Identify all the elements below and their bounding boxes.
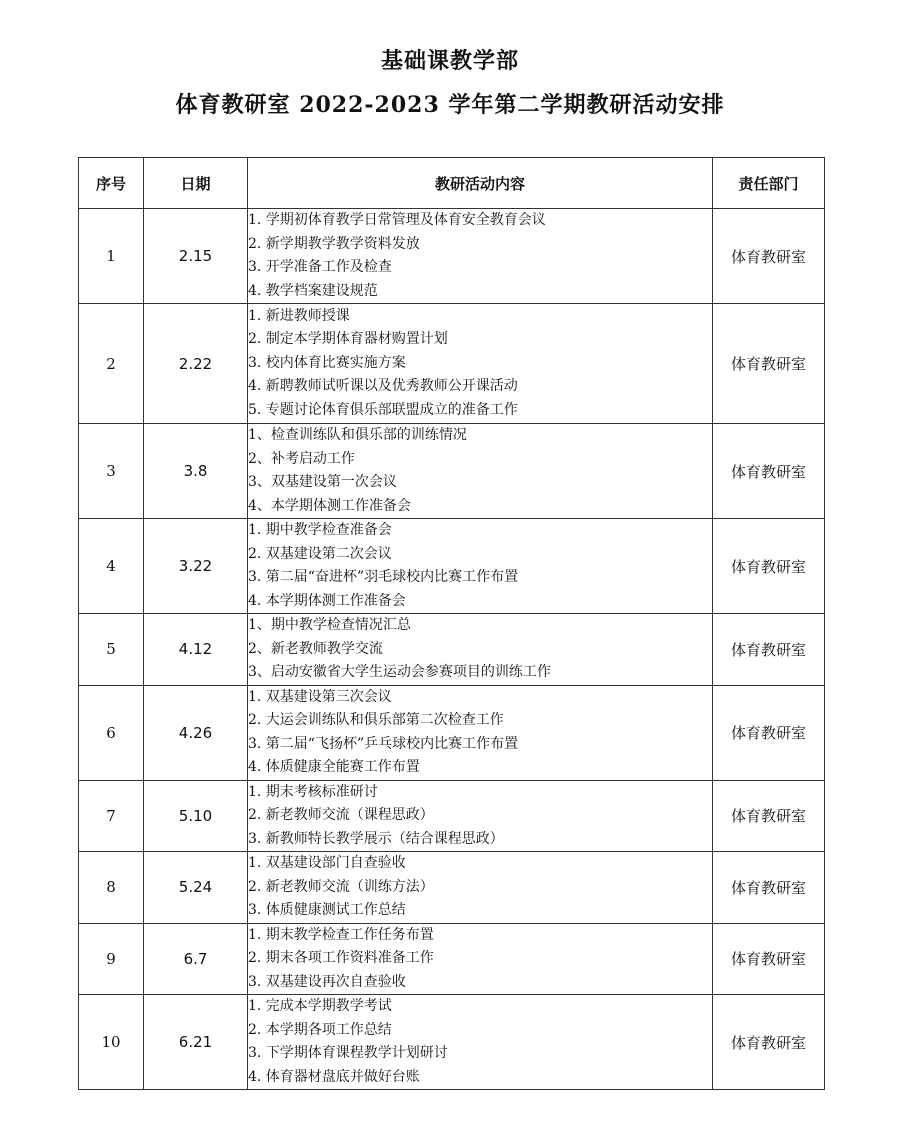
row-number: 7 [79,780,144,852]
row-date: 5.24 [144,852,248,924]
activity-list [248,209,712,303]
activity-list [248,852,712,923]
table-row [79,923,825,995]
row-department: 体育教研室 [713,614,825,686]
row-number: 10 [79,995,144,1090]
activity-item: 3. 校内体育比赛实施方案 [248,354,406,371]
row-department: 体育教研室 [713,852,825,924]
activity-item: 2. 期末各项工作资料准备工作 [248,950,434,966]
activity-list [248,424,712,518]
activity-list [248,519,712,613]
activity-item: 3、双基建设第一次会议 [248,474,397,490]
row-department: 体育教研室 [713,780,825,852]
table-row [79,685,825,780]
row-activities [248,995,713,1090]
activity-item: 2、新老教师教学交流 [248,640,383,657]
activity-list [248,781,712,852]
activity-item: 4. 本学期体测工作准备会 [248,592,406,609]
row-date: 2.22 [144,304,248,424]
row-number: 4 [79,519,144,614]
row-number: 3 [79,424,144,519]
row-date: 4.12 [144,614,248,686]
table-body [79,209,825,1090]
header-date: 日期 [144,158,248,209]
activity-item: 3. 体质健康测试工作总结 [248,902,406,918]
row-activities [248,685,713,780]
row-number: 9 [79,923,144,995]
row-activities [248,923,713,995]
activity-item: 5. 专题讨论体育俱乐部联盟成立的准备工作 [248,401,518,418]
row-date: 3.8 [144,424,248,519]
activity-list [248,924,712,995]
activity-item: 2. 新老教师交流（训练方法） [248,878,434,895]
activity-item: 2. 双基建设第二次会议 [248,545,392,562]
row-activities [248,209,713,304]
activity-item: 4、本学期体测工作准备会 [248,497,411,514]
row-date: 4.26 [144,685,248,780]
activity-item: 3. 双基建设再次自查验收 [248,973,406,990]
row-activities [248,304,713,424]
row-activities [248,780,713,852]
activity-item: 1、检查训练队和俱乐部的训练情况 [248,427,467,443]
activity-item: 3. 下学期体育课程教学计划研讨 [248,1045,448,1061]
table-row [79,209,825,304]
activity-item: 2. 本学期各项工作总结 [248,1021,392,1038]
activity-list [248,686,712,780]
activity-list [248,305,712,423]
table-row [79,304,825,424]
row-number: 2 [79,304,144,424]
header-num: 序号 [79,158,144,209]
row-date: 3.22 [144,519,248,614]
activity-list [248,995,712,1089]
row-number: 5 [79,614,144,686]
table-row [79,995,825,1090]
row-activities [248,519,713,614]
activity-item: 1. 新进教师授课 [248,307,350,324]
activity-item: 4. 新聘教师试听课以及优秀教师公开课活动 [248,378,518,395]
table-row [79,424,825,519]
row-activities [248,614,713,686]
activity-item: 3. 第二届“奋进杯”羽毛球校内比赛工作布置 [248,569,519,585]
activity-item: 3. 第二届“飞扬杯”乒乓球校内比赛工作布置 [248,735,519,752]
table-row [79,614,825,686]
activity-item: 1. 双基建设第三次会议 [248,688,392,705]
activity-item: 4. 体育器材盘底并做好台账 [248,1068,420,1085]
row-department: 体育教研室 [713,685,825,780]
row-date: 6.7 [144,923,248,995]
activity-item: 3、启动安徽省大学生运动会参赛项目的训练工作 [248,664,551,680]
row-department: 体育教研室 [713,995,825,1090]
row-department: 体育教研室 [713,209,825,304]
activity-item: 1. 期末考核标准研讨 [248,783,378,800]
document-title: 体育教研室 2022-2023 学年第二学期教研活动安排 [175,92,725,118]
table-header-row [79,158,825,209]
activity-item: 3. 新教师特长教学展示（结合课程思政） [248,830,504,847]
activity-item: 2. 大运会训练队和俱乐部第二次检查工作 [248,712,504,728]
activity-item: 1、期中教学检查情况汇总 [248,617,411,633]
row-activities [248,852,713,924]
row-date: 6.21 [144,995,248,1090]
row-number: 1 [79,209,144,304]
row-number: 8 [79,852,144,924]
table-row [79,852,825,924]
activity-item: 2. 新老教师交流（课程思政） [248,807,434,823]
header-dept: 责任部门 [713,158,825,209]
activity-item: 1. 双基建设部门自查验收 [248,855,406,871]
row-date: 5.10 [144,780,248,852]
activity-list [248,614,712,685]
table-row [79,519,825,614]
row-number: 6 [79,685,144,780]
table-row [79,780,825,852]
activity-item: 2. 新学期教学教学资料发放 [248,235,420,252]
row-date: 2.15 [144,209,248,304]
activity-item: 2. 制定本学期体育器材购置计划 [248,331,448,348]
activity-item: 3. 开学准备工作及检查 [248,259,392,275]
activity-item: 1. 期中教学检查准备会 [248,522,392,538]
row-activities [248,424,713,519]
activity-item: 4. 体质健康全能赛工作布置 [248,759,420,775]
activity-item: 1. 学期初体育教学日常管理及体育安全教育会议 [248,212,546,228]
row-department: 体育教研室 [713,304,825,424]
header-content: 教研活动内容 [248,158,713,209]
row-department: 体育教研室 [713,519,825,614]
activity-schedule-table [78,157,825,1090]
row-department: 体育教研室 [713,424,825,519]
activity-item: 2、补考启动工作 [248,450,355,467]
activity-item: 1. 期末教学检查工作任务布置 [248,926,434,943]
row-department: 体育教研室 [713,923,825,995]
activity-item: 4. 教学档案建设规范 [248,282,378,299]
department-title: 基础课教学部 [380,48,519,74]
activity-item: 1. 完成本学期教学考试 [248,998,392,1014]
